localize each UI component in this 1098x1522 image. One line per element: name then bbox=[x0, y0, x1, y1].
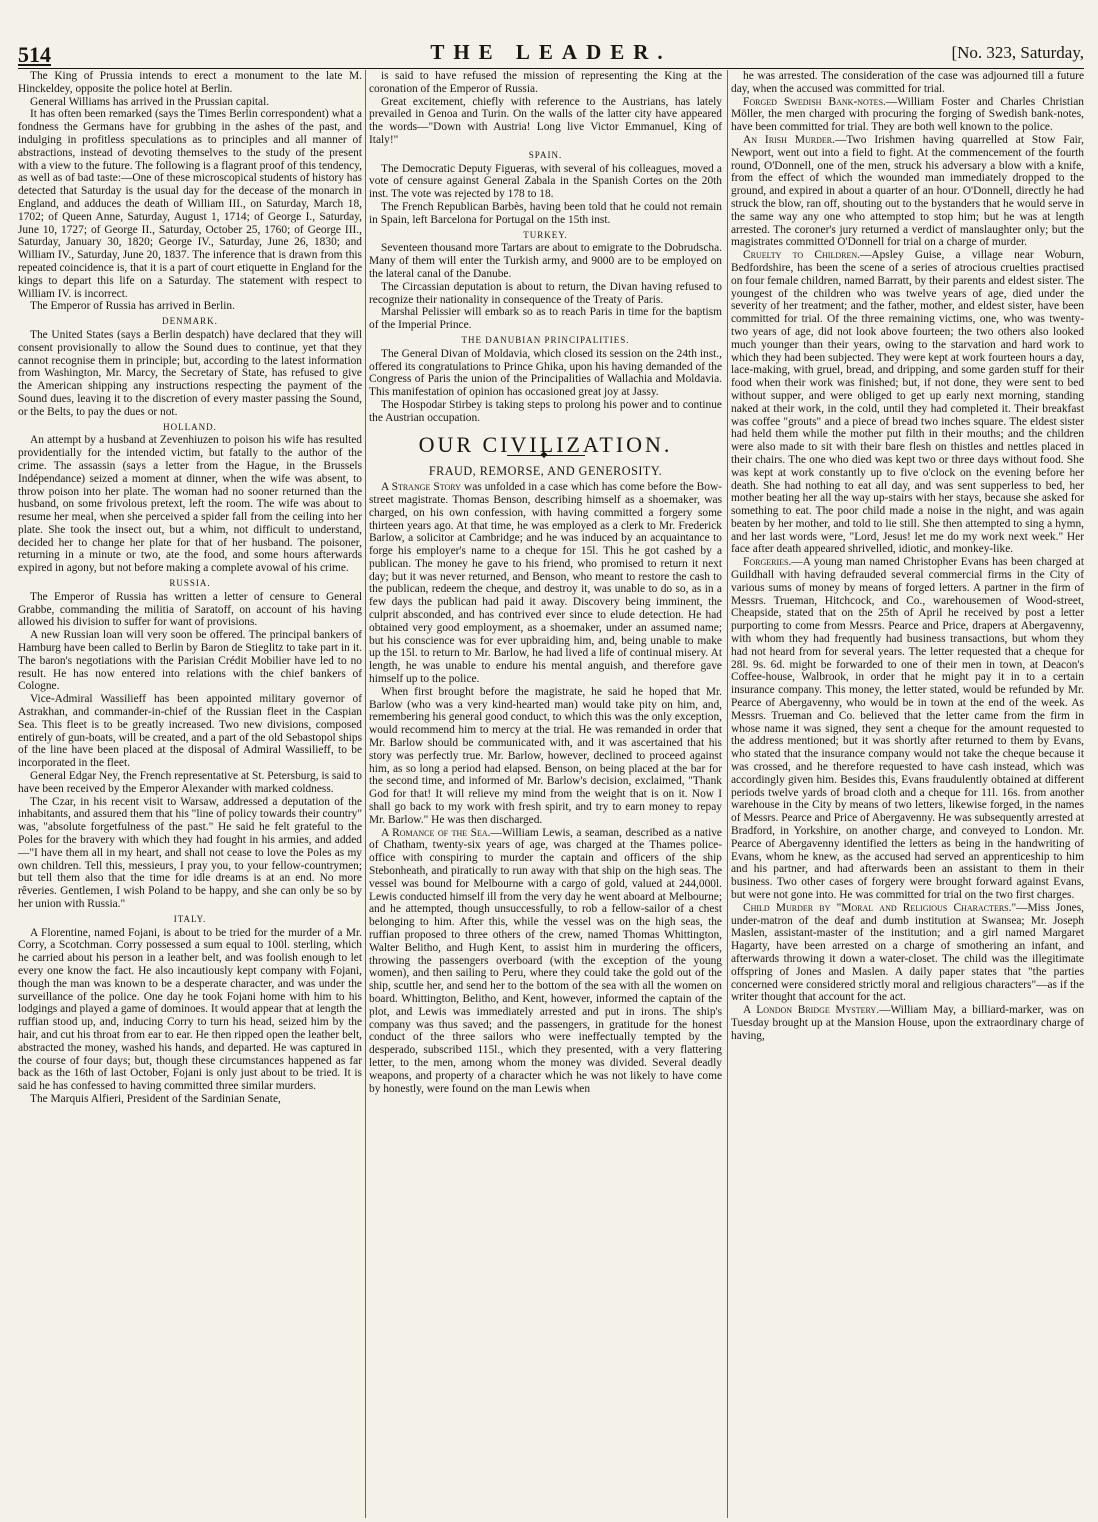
paragraph: The King of Prussia intends to erect a monument to the late M. Hinckeldey, opposite the police hotel at Berlin. bbox=[18, 70, 362, 95]
column-3 bbox=[731, 70, 1084, 1518]
paragraph-text: —Apsley Guise, a village near Woburn, Bedfordshire, has been the scene of a series of atrocious cruelties practised on four female children, named Barratt, by their parents and eldest sister. The youngest of the children who was twelve years of age, died under the severity of her treatment; and the father, mother, and eldest sister, have been committed for trial. Of the three remaining victims, one, who was twenty-two years of age, did not look above fourteen; the two others also looked much younger than their years, owing to the starvation and hard work to which they had been subjected. They were kept at work fourteen hours a day, lace-making, with gruel, bread, and dripping, and some garden stuff for their food when their work was finished; but, if not done, they were sent to bed without supper, and were obliged to get up early next morning, standing naked at their work, in the cold, until they had completed it. Their breakfast was coffee "grouts" and a piece of bread two inches square. The eldest sister had held them while the mother put filth in their mouths; and the children were also made to sit with their bare flesh on thistles and nettles placed in their chairs. The one who died was kept two or three days without food. She was kept at work constantly up to five o'clock on the evening before her death. She had nothing to eat all day, and was sent supperless to bed, her mother beating her all the way up-stairs with her stays, because she asked for something to eat. The poor child made a noise in the night, and was again beaten by her mother, and told to lie still. She then attempted to sing a hymn, and her last words were, "Lord, Jesus! let me do my work next week." Her face after death appeared shrivelled, idiotic, and monkey-like. bbox=[731, 249, 1084, 556]
run-in-title: Forgeries. bbox=[743, 556, 792, 569]
column-divider bbox=[365, 70, 366, 1518]
paragraph: is said to have refused the mission of representing the King at the coronation of the Emperor of Russia. bbox=[369, 70, 722, 95]
section-heading: ITALY. bbox=[173, 913, 207, 924]
paragraph bbox=[731, 1004, 1084, 1042]
ornament-divider bbox=[507, 455, 585, 462]
paragraph: Marshal Pelissier will embark so as to reach Paris in time for the baptism of the Imperial Prince. bbox=[369, 306, 722, 332]
section-heading: RUSSIA. bbox=[169, 578, 211, 589]
paragraph bbox=[731, 556, 1084, 902]
run-in-title: A Romance of the Sea. bbox=[381, 826, 491, 839]
paragraph: The Emperor of Russia has written a letter of censure to General Grabbe, commanding the militia of Saratoff, on account of his having allowed his division to suffer for want of provisions. bbox=[18, 590, 362, 629]
paragraph: General Edgar Ney, the French representative at St. Petersburg, is said to have been received by the Emperor Alexander with marked coldness. bbox=[18, 770, 362, 795]
paragraph bbox=[731, 249, 1084, 556]
section-heading: SPAIN. bbox=[528, 149, 563, 160]
run-in-title: An Irish Murder. bbox=[743, 133, 835, 146]
paragraph: The French Republican Barbès, having been told that he could not remain in Spain, left Barcelona for Portugal on the 15th inst. bbox=[369, 200, 722, 226]
paragraph: Vice-Admiral Wassilieff has been appointed military governor of Astrakhan, and commander-in-chief of the Russian fleet in the Caspian Sea. This fleet is to be greatly increased. Two new divisions, composed entirely of gun-boats, will be created, and a part of the old Sebastopol ships of the line have been placed at the disposal of Admiral Wassilieff, to be incorporated in the fleet. bbox=[18, 693, 362, 770]
paragraph: The Democratic Deputy Figueras, with several of his colleagues, moved a vote of censure against General Zabala in the Spanish Cortes on the 20th inst. The vote was rejected by 178 to 18. bbox=[369, 162, 722, 201]
column-divider bbox=[727, 70, 728, 1518]
paragraph bbox=[731, 902, 1084, 1004]
paragraph bbox=[731, 134, 1084, 249]
paragraph: The Hospodar Stirbey is taking steps to prolong his power and to continue the Austrian occupation. bbox=[369, 398, 722, 424]
paragraph: A new Russian loan will very soon be offered. The principal bankers of Hamburg have been called to Berlin by Baron de Stieglitz to take part in it. The baron's negotiations with the Parisian Crédit Mobilier have led to no result. He has now entered into relations with the chief bankers of Cologne. bbox=[18, 629, 362, 693]
paragraph bbox=[369, 827, 722, 1096]
paragraph: The United States (says a Berlin despatch) have declared that they will consent provisionally to allow the Sound dues to continue, yet that they cannot recognise them in principle; but, according to the latest information from Washington, Mr. Marcy, the Secretary of State, has refused to give the American shipping any instructions respecting the payment of the Sound dues, leaving it to the discretion of every master passing the Sound, or the Belts, to pay the dues or not. bbox=[18, 328, 362, 418]
column-2 bbox=[369, 70, 722, 1518]
section-heading: TURKEY. bbox=[523, 229, 568, 240]
paragraph: The Circassian deputation is about to return, the Divan having refused to recognize their nationality in consequence of the Treaty of Paris. bbox=[369, 280, 722, 306]
paragraph-text: —William May, a billiard-marker, was on Tuesday brought up at the Mansion House, upon the extraordinary charge of having, bbox=[731, 1004, 1084, 1042]
newspaper-title: THE LEADER. bbox=[430, 40, 672, 64]
run-in-title: Forged Swedish Bank-notes. bbox=[743, 95, 886, 108]
masthead bbox=[18, 40, 1084, 69]
feature-heading: OUR CIVILIZATION. bbox=[418, 431, 673, 457]
paragraph: The Emperor of Russia has arrived in Berlin. bbox=[30, 300, 235, 313]
paragraph: Seventeen thousand more Tartars are about to emigrate to the Dobrudscha. Many of them will enter the Turkish army, and 9000 are to be employed on the lateral canal of the Danube. bbox=[369, 242, 722, 280]
paragraph-text: —A young man named Christopher Evans has been charged at Guildhall with having defrauded several commercial firms in the City of various sums of money by means of forged letters. A partner in the firm of Messrs. Trueman, Hitchcock, and Co., warehousemen of Wood-street, Cheapside, stated that on the 25th of April he received by post a letter purporting to come from Messrs. Pearce and Price, drapers at Abergavenny, with whom they had frequently had business transactions, but whom they had not heard from for several years. The letter requested that a cheque for 28l. 9s. 6d. might be forwarded to one of their men in town, at Deacon's Coffee-house, Walbrook, in order that he might pay it in to a certain insurance company. This money, the letter stated, would be refunded by Mr. Pearce of Abergavenny, who would be in town at the end of the week. As Messrs. Trueman and Co. believed that the letter came from the firm in whose name it was signed, they sent a cheque for the amount requested to the address mentioned; but it was shortly after returned to them by Evans, who stated that the insurance company would not take the cheque because it was crossed, and he therefore requested to have cash instead, which was accordingly given him. Besides this, Evans fraudulently obtained at different periods twelve yards of broad cloth and a cheque for 11l. 16s. from another warehouse in the City by means of two letters, likewise forged, in the names of Messrs. Pearce and Price of Abergavenny. He was subsequently arrested at Bradford, in Yorkshire, on another charge, and conveyed to London. Mr. Pearce of Abergavenny identified the letters as being in the handwriting of Evans, whom he knew, as the accused had served an apprenticeship to him and his partner, and had afterwards been an assistant to them in their business. Two other cases of forgery were brought forward against Evans, but were not gone into. He was committed for trial on the two first charges. bbox=[731, 556, 1084, 901]
run-in-title: A Strange Story bbox=[381, 481, 461, 494]
paragraph: The General Divan of Moldavia, which closed its session on the 24th inst., offered its congratulations to Prince Ghika, upon his having demanded of the Congress of Paris the union of the Principalities of Wallachia and Moldavia. This manifestation of opinion has occasioned great joy at Jassy. bbox=[369, 347, 722, 399]
paragraph-text: was unfolded in a case which has come before the Bow-street magistrate. Thomas Benson, describing himself as a shoemaker, was charged, on his own confession, with having committed a forgery some thirteen years ago. At that time, he was employed as a clerk to Mr. Frederick Barlow, a solicitor at Cambridge; and he was induced by an acquaintance to forge his employer's name to a cheque for 15l. This he got cashed by a publican. The money he gave to his friend, who promised to return it next day; but it was never returned, and Benson, who meant to restore the cash to the publican, redeem the cheque, and destroy it, was unable to do so, as in a few days the publican had paid it away. Discovery being imminent, the culprit absconded, and has contrived ever since to elude detection. He had obtained very good employment, as a shoemaker, under an assumed name; but his conscience was for ever upbraiding him, and, being unable to make up the 15l. to return to Mr. Barlow, he had lived a life of continual misery. At length, he was unable to endure his mental anguish, and therefore gave himself up to the police. bbox=[369, 481, 722, 686]
section-heading: HOLLAND. bbox=[163, 421, 217, 432]
run-in-title: A London Bridge Mystery. bbox=[743, 1004, 880, 1017]
paragraph: Great excitement, chiefly with reference to the Austrians, has lately prevailed in Genoa and Turin. On the walls of the latter city have appeared the words—"Down with Austria! Long live Victor Emmanuel, King of Italy!" bbox=[369, 95, 722, 146]
paragraph: he was arrested. The consideration of the case was adjourned till a future day, when the accused was committed for trial. bbox=[731, 70, 1084, 95]
paragraph: The Czar, in his recent visit to Warsaw, addressed a deputation of the inhabitants, and assured them that his "line of policy towards their country" was, "absolute forgetfulness of the past." He said he felt grateful to the Poles for the bravery with which they had fought in his armies, and added—"I have them all in my heart, and shall not cease to love the Poles as my own children. Tell this, messieurs, I pray you, to your fellow-countrymen; but tell them also that the time for idle dreams is at an end. No more rêveries. Gentlemen, I wish Poland to be happy, and she can only be so by her union with Russia." bbox=[18, 795, 362, 910]
page-number: 514 bbox=[18, 42, 51, 67]
paragraph-text: —William Foster and Charles Christian Möller, the men charged with procuring the forging of Swedish bank-notes, have been committed for trial. They are both well known to the police. bbox=[731, 95, 1084, 134]
paragraph: An attempt by a husband at Zevenhiuzen to poison his wife has resulted providentially for the intended victim, but fatally to the author of the crime. The assassin (says a letter from the Hague, in the Brussels Indépendance) seized a moment at dinner, when the wife was absent, to throw poison into her plate. The woman had no sooner returned than the husband, on some frivolous pretext, left the room. The wife was about to resume her meal, when she perceived a spider fall from the ceiling into her plate. She took the insect out, but a whim, not difficult to understand, decided her to change her plate for that of her husband. The poisoner, returning in a minute or two, ate the food, and some hours afterwards expired in agony, but not before making a complete avowal of his crime. bbox=[18, 434, 362, 575]
column-1 bbox=[18, 70, 362, 1518]
paragraph: When first brought before the magistrate, he said he hoped that Mr. Barlow (who was a very kind-hearted man) would take pity on him, and, remembering his general good conduct, to which this was the only exception, would recommend him to mercy at the trial. He was remanded in order that Mr. Barlow should be communicated with, and it was ascertained that his story was perfectly true. Mr. Barlow, however, declined to proceed against him, as so long a period had elapsed. Benson, on being placed at the bar for the second time, and informed of Mr. Barlow's decision, exclaimed, "Thank God for that! It will relieve my mind from the weight that is on it. Now I shall go back to my work with fresh spirit, and try to earn money to repay Mr. Barlow." He was then discharged. bbox=[369, 685, 722, 826]
paragraph-text: —William Lewis, a seaman, described as a native of Chatham, twenty-six years of age, was charged at the Thames police-office with conspiring to murder the captain and officers of the ship Stebonheath, and piratically to run away with that ship on the high seas. The vessel was bound for Melbourne with a cargo of gold, valued at 244,000l. Lewis conducted himself ill from the very day he went aboard at Melbourne; and he attempted, though unsuccessfully, to rob a fellow-sailor of a chest belonging to him. After this, while the vessel was on the high seas, the ruffian proposed to three others of the crew, named Thomas Whittington, Walter Belitho, and Hugh Kent, to assist him in murdering the officers, throwing the passengers overboard (with the exception of the young women), and then sailing to Peru, where they could take the gold out of the ship, scuttle her, and send her to the bottom of the sea with all the women on board. Whittington, Belitho, and Kent, however, informed the captain of the plot, and Lewis was immediately arrested and put in irons. The ship's company was thus saved; and the passengers, in gratitude for the honest conduct of the three sailors who were ineffectually tempted by the desperado, subscribed 115l., which they presented, with a very flattering letter, to the men, among whom the money was divided. Several deadly weapons, and property of a character which he was not likely to have come by honestly, were found on the man Lewis when bbox=[369, 826, 722, 1095]
section-heading: THE DANUBIAN PRINCIPALITIES. bbox=[461, 334, 630, 345]
paragraph-text: —Miss Jones, under-matron of the deaf and dumb institution at Swansea; Mr. Joseph Maslen, assistant-master of the institution; and a girl named Margaret Hagarty, have been arrested on a charge of smothering an infant, and afterwards throwing it down a water-closet. The child was the illegitimate offspring of Jones and Maslen. A daily paper states that "the parties concerned were considered strictly moral and religious characters"—as if the writer thought that account for the act. bbox=[731, 901, 1084, 1004]
paragraph-text: —Two Irishmen having quarrelled at Stow Fair, Newport, went out into a field to fight. At the commencement of the fourth round, O'Donnell, one of the men, struck his adversary a blow with a knife, from the effect of which the wounded man immediately dropped to the ground, and expired in about a quarter of an hour. O'Donnell, directly he had struck the blow, ran off, shouting out to the bystanders that he would serve in the same way any one who attempted to stop him; but he was at length arrested. The coroner's jury returned a verdict of manslaughter only; but the magistrates committed O'Donnell for trial on a charge of murder. bbox=[731, 133, 1084, 249]
issue-label: [No. 323, Saturday, bbox=[951, 43, 1084, 62]
paragraph: The Marquis Alfieri, President of the Sardinian Senate, bbox=[30, 1092, 281, 1105]
paragraph: It has often been remarked (says the Times Berlin correspondent) what a fondness the Germans have for grubbing in the ashes of the past, and indulging in profitless speculations as to principles and all manner of abstractions, instead of devoting themselves to the study of the present with a view to the future. The following is a flagrant proof of this tendency, as well as of bad taste:—One of these microscopical students of history has detected that Saturday is the usual day for the decease of the monarch in England, and adduces the death of William III., on Saturday, March 18, 1702; of Queen Anne, Saturday, August 1, 1714; of George I., Saturday, June 10, 1727; of George II., Saturday, October 25, 1760; of George III., Saturday, January 30, 1820; George IV., Saturday, June 26, 1830; and William IV., Saturday, June 20, 1837. The inference that is drawn from this repeated coincidence is, that it is a part of court etiquette in England for the kings to depart this life on a Saturday. The statement with respect to William IV. is incorrect. bbox=[18, 108, 362, 300]
run-in-title: Cruelty to Children. bbox=[743, 249, 860, 262]
run-in-title: Child Murder by "Moral and Religious Characters." bbox=[743, 901, 1017, 914]
paragraph bbox=[369, 481, 722, 686]
sub-heading: FRAUD, REMORSE, AND GENEROSITY. bbox=[428, 464, 663, 479]
section-heading: DENMARK. bbox=[162, 316, 218, 327]
paragraph: A Florentine, named Fojani, is about to be tried for the murder of a Mr. Corry, a Scotchman. Corry possessed a sum equal to 100l. sterling, which he carried about his person in a leather belt, and was foolish enough to let every one know the fact. He also incautiously kept company with Fojani, though the man was known to be a desperate character, and was under the surveillance of the police. One day he took Fojani home with him to his lodgings and played a game of dominoes. It would appear that at length the ruffian stood up, and, inducing Corry to turn his head, seized him by the hair, and cut his throat from ear to ear. He then ripped open the leather belt, abstracted the money, washed his hands, and departed. He was captured in the course of four days; but, though these circumstances happened as far back as the 16th of last October, Fojani is only just about to be tried. It is said he has confessed to having committed three similar murders. bbox=[18, 926, 362, 1093]
paragraph bbox=[731, 96, 1084, 134]
paragraph: General Williams has arrived in the Prussian capital. bbox=[30, 95, 270, 108]
